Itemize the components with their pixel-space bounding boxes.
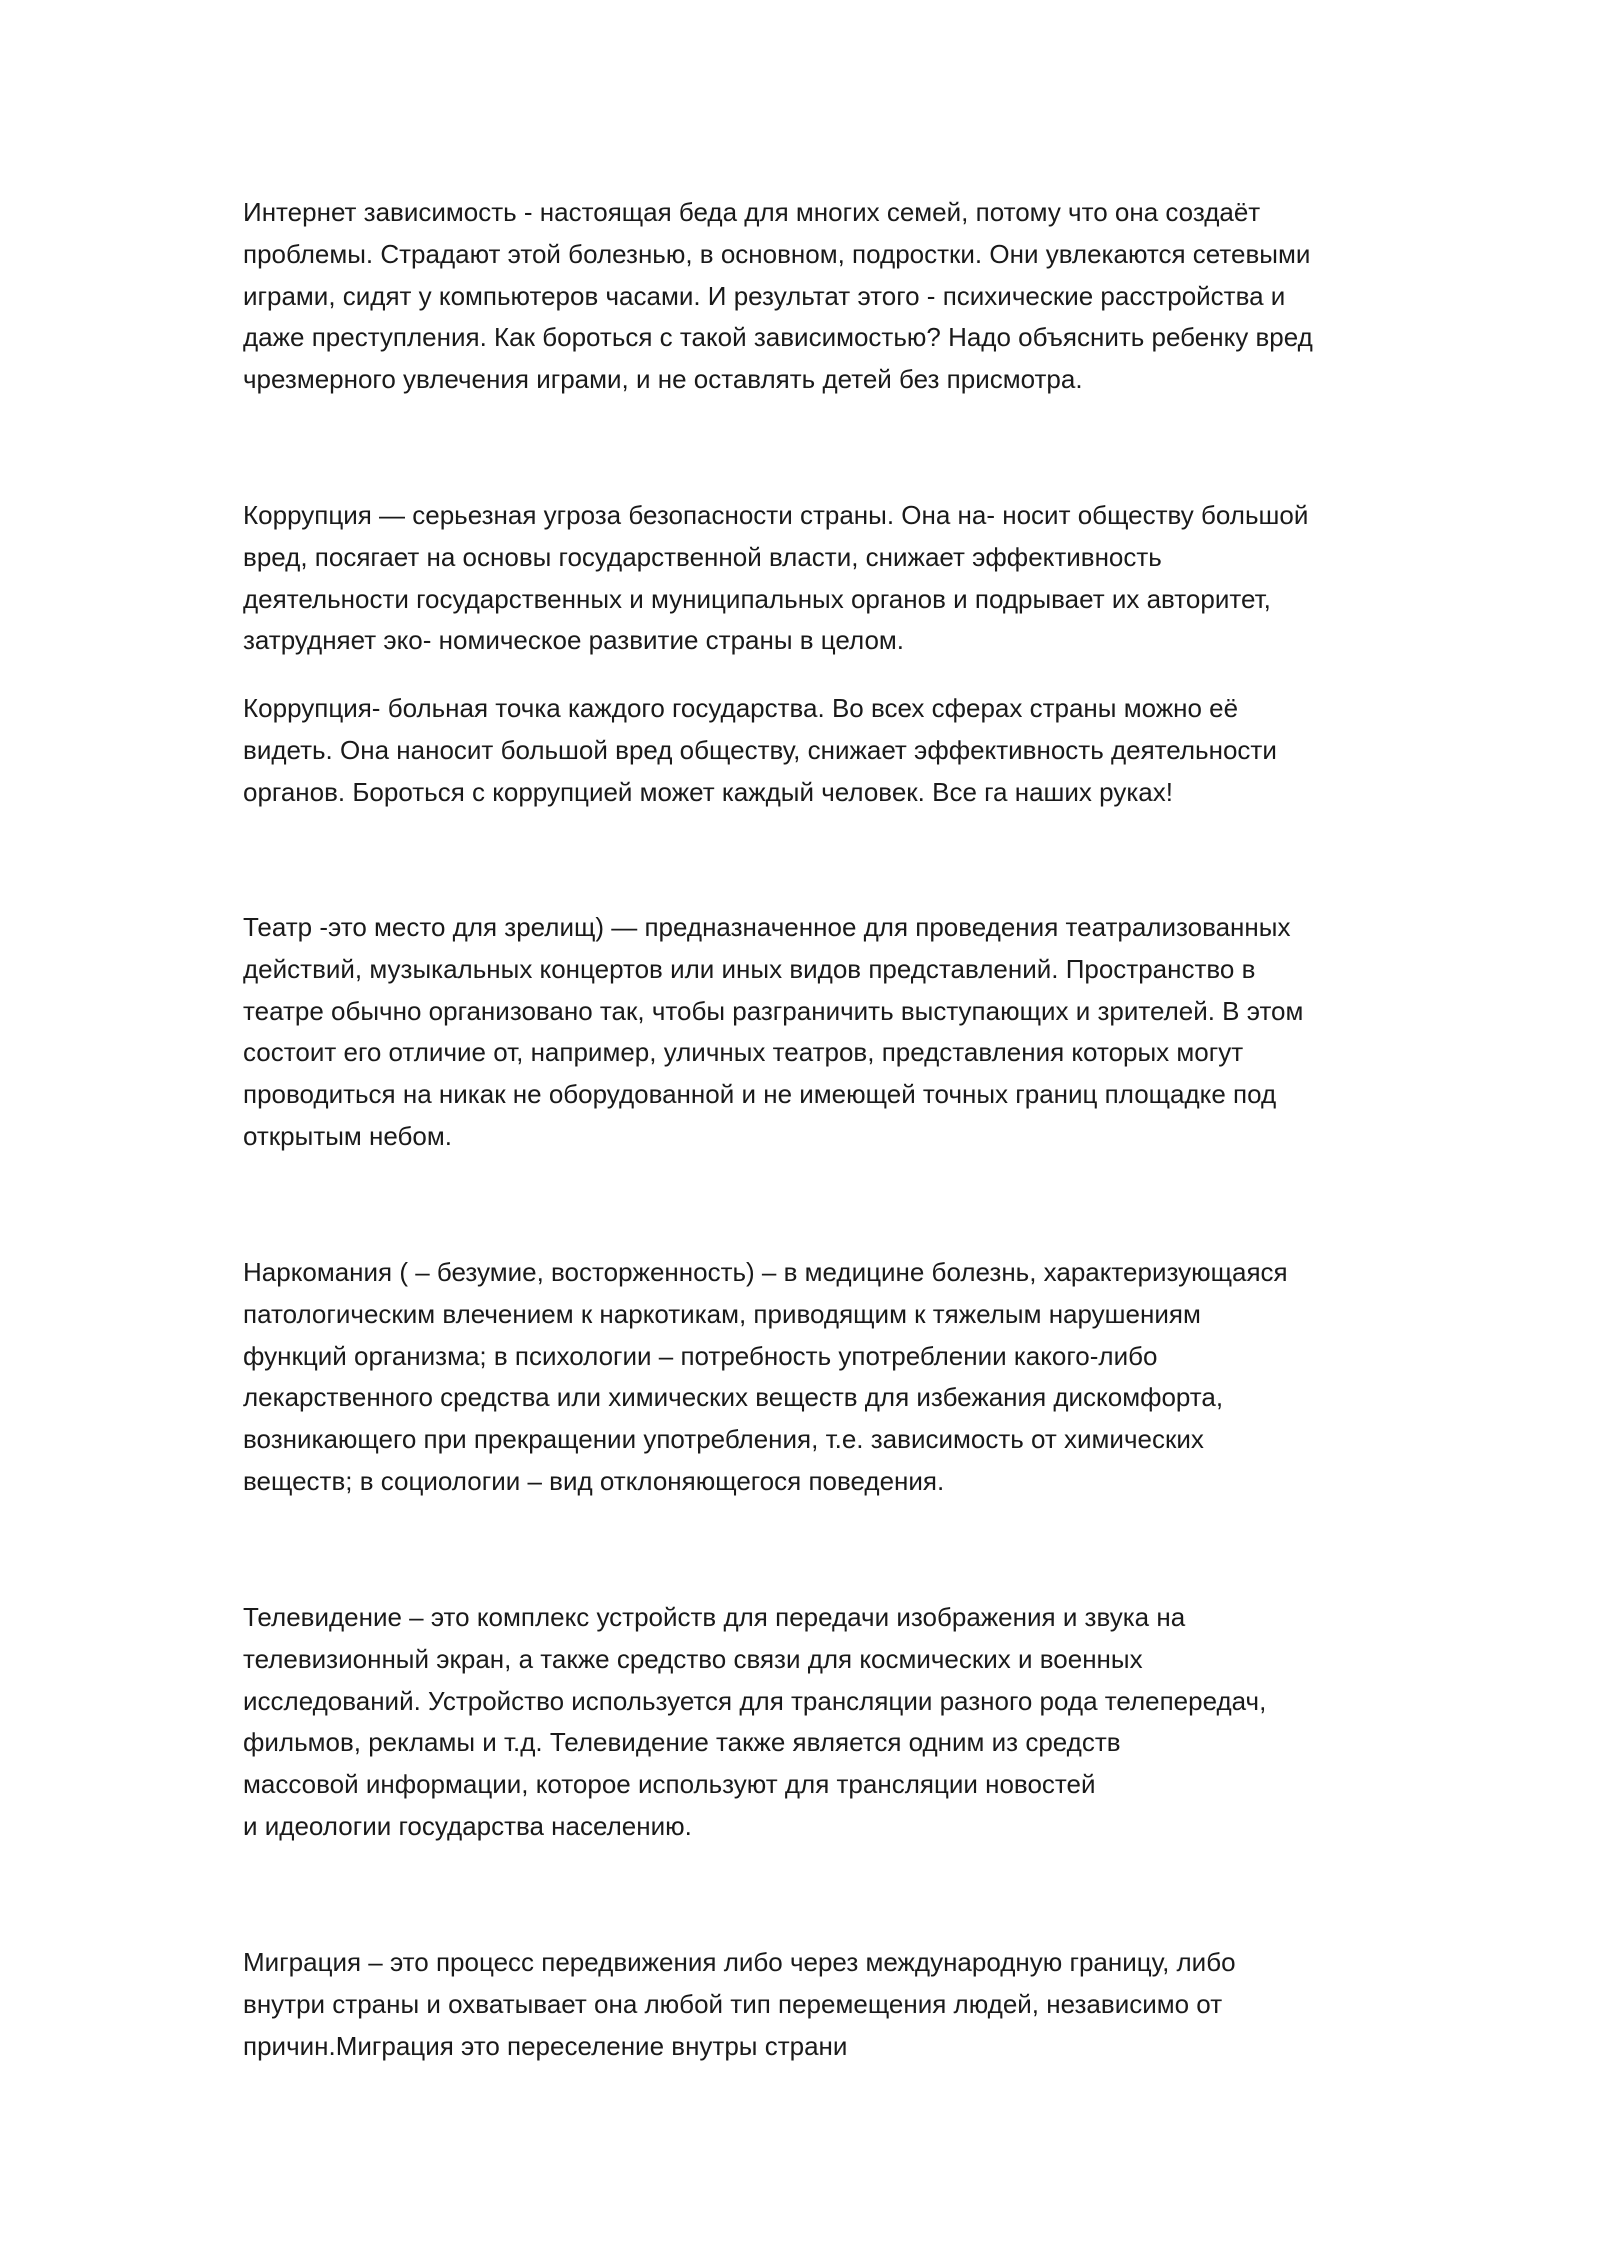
text-line: проводиться на никак не оборудованной и не имеющей точных границ площадке под <box>243 1079 1277 1110</box>
text-line: и идеологии государства населению. <box>243 1810 692 1841</box>
text-line: Телевидение – это комплекс устройств для передачи изображения и звука на <box>243 1602 1186 1632</box>
text-line: даже преступления. Как бороться с такой зависимостью? Надо объяснить ребенку вред <box>243 322 1313 353</box>
text-line: состоит его отличие от, например, уличных театров, представления которых могут <box>243 1037 1244 1068</box>
text-line: фильмов, рекламы и т.д. Телевидение также является одним из средств <box>243 1727 1121 1758</box>
text-line: Коррупция — серьезная угроза безопасности страны. Она на- носит обществу большой <box>243 500 1309 530</box>
text-line: Коррупция- больная точка каждого государства. Во всех сферах страны можно её <box>243 693 1239 723</box>
text-line: Миграция – это процесс передвижения либо через международную границу, либо <box>243 1947 1236 1977</box>
text-line: внутри страны и охватывает она любой тип перемещения людей, независимо от <box>243 1988 1223 2019</box>
text-line: органов. Бороться с коррупцией может каждый человек. Все га наших руках! <box>243 776 1173 807</box>
paragraph-migration <box>243 1942 1373 2067</box>
text-line: деятельности государственных и муниципальных органов и подрывает их авторитет, <box>243 583 1271 614</box>
text-line: Театр -это место для зрелищ) — предназначенное для проведения театрализованных <box>243 912 1291 942</box>
text-line: Интернет зависимость - настоящая беда для многих семей, потому что она создаёт <box>243 197 1261 227</box>
text-line: открытым небом. <box>243 1120 452 1151</box>
text-line: театре обычно организовано так, чтобы разграничить выступающих и зрителей. В этом <box>243 995 1304 1026</box>
text-line: массовой информации, которое используют для трансляции новостей <box>243 1769 1096 1800</box>
text-line: действий, музыкальных концертов или иных видов представлений. Пространство в <box>243 953 1256 984</box>
text-line: видеть. Она наносит большой вред обществу, снижает эффективность деятельности <box>243 734 1277 765</box>
paragraph-drug-addiction <box>243 1252 1373 1503</box>
text-line: играми, сидят у компьютеров часами. И результат этого - психические расстройства и <box>243 280 1286 311</box>
text-line: функций организма; в психологии – потребность употреблении какого-либо <box>243 1340 1158 1371</box>
paragraph-theatre <box>243 907 1373 1158</box>
paragraph-internet-addiction <box>243 192 1373 401</box>
text-line: исследований. Устройство используется для трансляции разного рода телепередач, <box>243 1685 1267 1716</box>
text-line: веществ; в социологии – вид отклоняющегося поведения. <box>243 1465 945 1496</box>
text-line: вред, посягает на основы государственной власти, снижает эффективность <box>243 541 1162 572</box>
text-line: чрезмерного увлечения играми, и не оставлять детей без присмотра. <box>243 364 1083 395</box>
text-line: лекарственного средства или химических веществ для избежания дискомфорта, <box>243 1382 1224 1413</box>
text-line: телевизионный экран, а также средство связи для космических и военных <box>243 1643 1143 1674</box>
text-line: патологическим влечением к наркотикам, приводящим к тяжелым нарушениям <box>243 1298 1201 1329</box>
paragraph-television <box>243 1597 1373 1848</box>
text-line: затрудняет эко- номическое развитие страны в целом. <box>243 625 905 656</box>
text-line: проблемы. Страдают этой болезнью, в основном, подростки. Они увлекаются сетевыми <box>243 238 1311 269</box>
text-line: возникающего при прекращении употребления, т.е. зависимость от химических <box>243 1424 1204 1455</box>
text-line: Наркомания ( – безумие, восторженность) – в медицине болезнь, характеризующаяся <box>243 1257 1288 1287</box>
paragraph-corruption-definition <box>243 495 1373 662</box>
text-line: причин.Миграция это переселение внутры страни <box>243 2030 848 2061</box>
paragraph-corruption-opinion <box>243 688 1373 813</box>
